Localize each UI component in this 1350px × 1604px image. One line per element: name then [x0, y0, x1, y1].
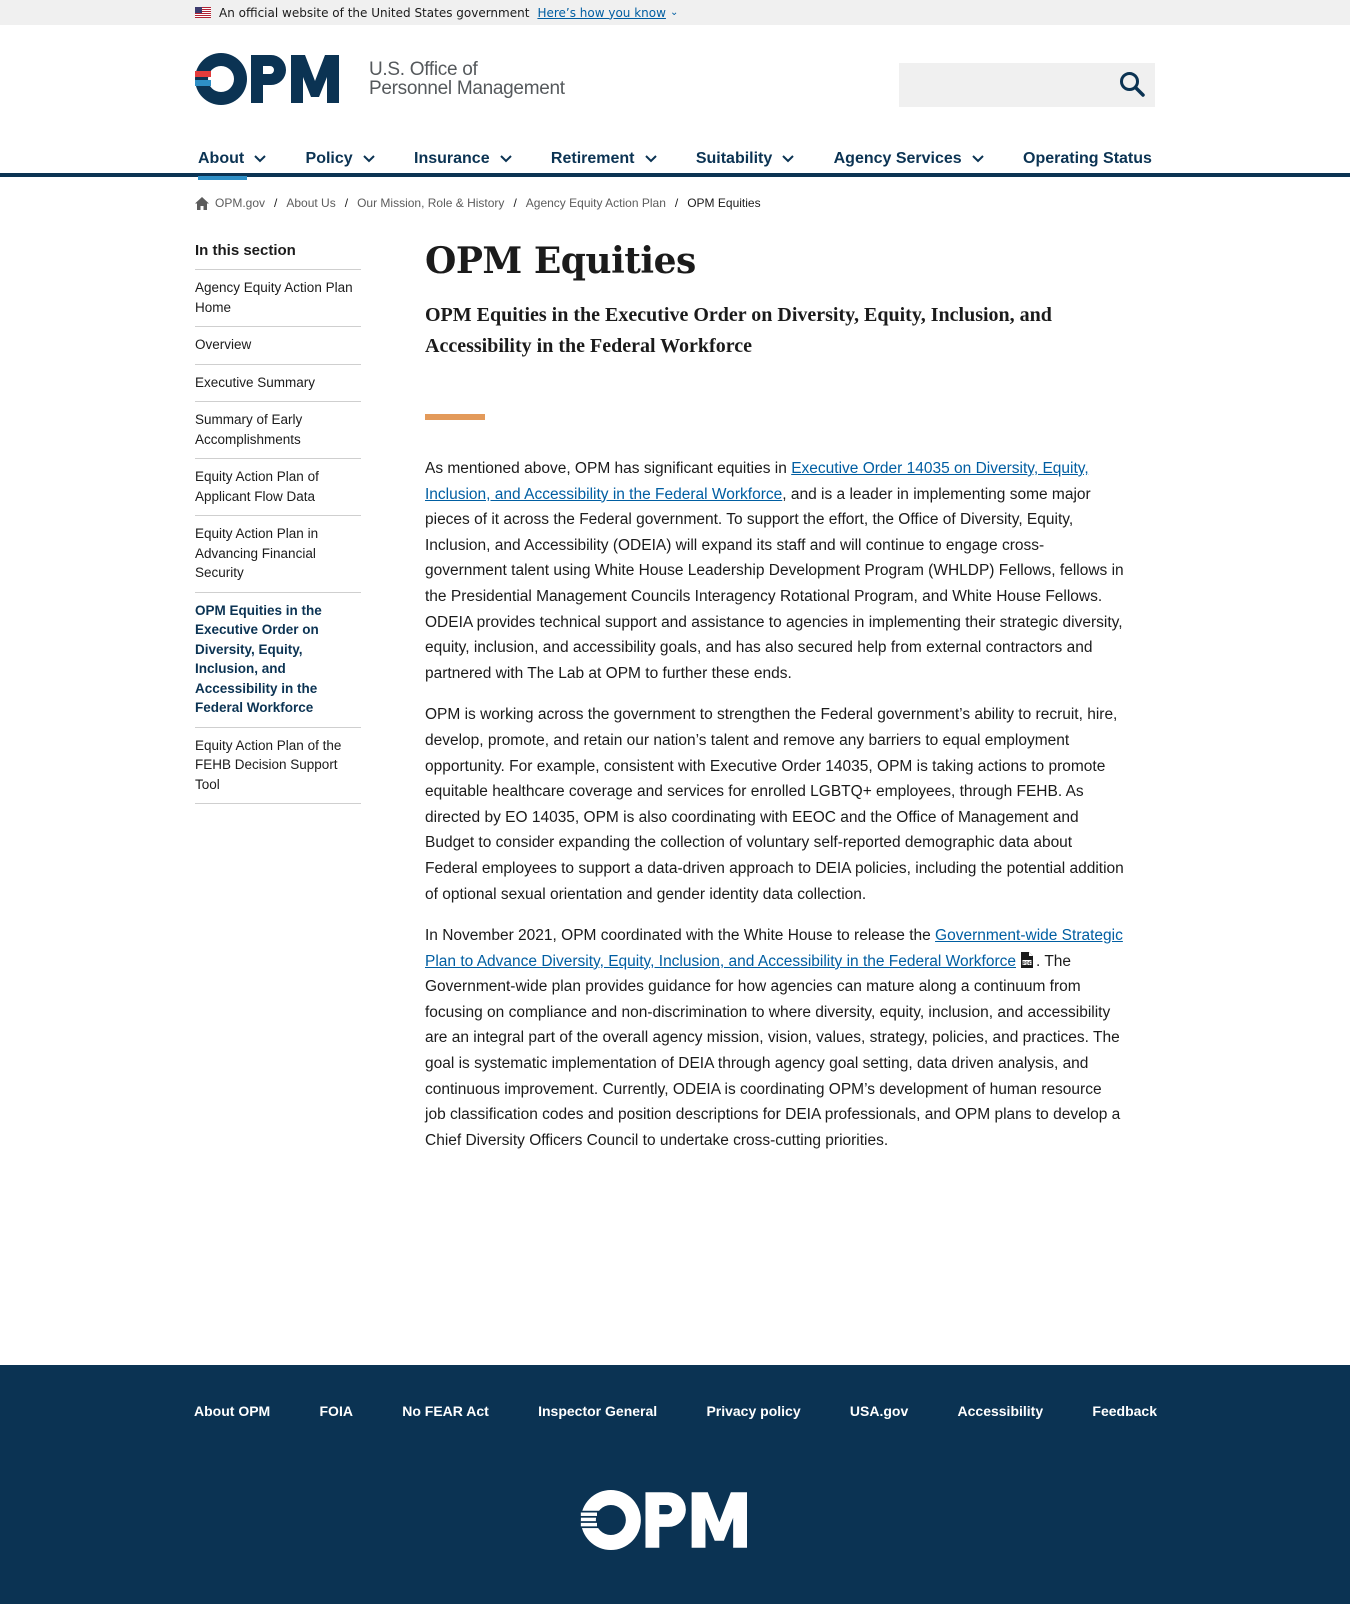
- footer-nav: [194, 1403, 1157, 1419]
- opm-logo-icon: [580, 1490, 764, 1550]
- breadcrumb-separator: /: [274, 196, 278, 210]
- paragraph-text: , and is a leader in implementing some major pieces of it across the Federal government. To support the effort, the Office of Diversity, Equity, Inclusion, and Accessibility (ODEIA) will expand its staff and will continue to engage cross-government talent using White House Leadership Development Program (WHLDP) Fellows, fellows in the Presidential Management Councils Interagency Rotational Program, and White House Fellows. ODEIA provides technical support and assistance to agencies in implementing their strategic diversity, equity, inclusion, and accessibility goals, and has also secured help from external contractors and partnered with The Lab at OPM to further these ends.: [425, 485, 1124, 682]
- nav-label: About: [198, 149, 245, 167]
- footer-link-privacy-policy[interactable]: Privacy policy: [706, 1403, 801, 1419]
- logo-wordmark: [369, 60, 565, 98]
- page-subtitle: OPM Equities in the Executive Order on Diversity, Equity, Inclusion, and Accessibility in the Federal Workforce: [425, 304, 1052, 357]
- chevron-down-icon: [254, 155, 266, 163]
- accent-divider: [425, 414, 485, 420]
- sidebar-item-applicant-flow[interactable]: Equity Action Plan of Applicant Flow Data: [195, 459, 361, 516]
- footer-opm-logo[interactable]: [580, 1490, 764, 1554]
- chevron-down-icon: [363, 155, 375, 163]
- breadcrumb-about-us[interactable]: About Us: [286, 196, 336, 210]
- search-input[interactable]: [899, 63, 1099, 107]
- nav-label: Insurance: [414, 149, 490, 167]
- site-footer: [0, 1365, 1350, 1604]
- breadcrumb-mission[interactable]: Our Mission, Role & History: [357, 196, 505, 210]
- sidebar-item-overview[interactable]: Overview: [195, 327, 361, 365]
- breadcrumb: [195, 196, 761, 210]
- nav-label: Policy: [305, 149, 353, 167]
- chevron-down-icon[interactable]: ⌄: [669, 7, 679, 18]
- paragraph-text: In November 2021, OPM coordinated with the White House to release the: [425, 927, 936, 945]
- breadcrumb-separator: /: [513, 196, 517, 210]
- sidebar-item-opm-equities[interactable]: OPM Equities in the Executive Order on Diversity, Equity, Inclusion, and Accessibility in the Federal Workforce: [195, 593, 361, 728]
- nav-label: Suitability: [695, 149, 773, 167]
- footer-link-feedback[interactable]: Feedback: [1092, 1403, 1157, 1419]
- chevron-down-icon: [645, 155, 657, 163]
- page-title: OPM Equities: [425, 240, 696, 282]
- footer-link-foia[interactable]: FOIA: [319, 1403, 353, 1419]
- nav-label: Operating Status: [1023, 149, 1152, 167]
- svg-text:PDF: PDF: [1022, 959, 1032, 965]
- footer-link-no-fear-act[interactable]: No FEAR Act: [402, 1403, 489, 1419]
- eo-14035-link[interactable]: Executive Order 14035 on Diversity, Equity, Inclusion, and Accessibility in the Federal Workforce: [425, 460, 1089, 503]
- sidebar-title: In this section: [195, 242, 361, 270]
- paragraph-3: [425, 923, 1125, 1153]
- nav-label: Retirement: [550, 149, 635, 167]
- paragraph-text: . The Government-wide plan provides guidance for how agencies can mature along a continuum from focusing on compliance and non-discrimination to where diversity, equity, inclusion, and accessibility are an integral part of the overall agency mission, vision, values, strategy, policies, and practices. The goal is systematic implementation of DEIA through agency goal setting, data driven analysis, and continuous improvement. Currently, ODEIA is coordinating OPM’s development of human resource job classification codes and position descriptions for DEIA professionals, and OPM plans to develop a Chief Diversity Officers Council to undertake cross-cutting priorities.: [425, 952, 1121, 1149]
- breadcrumb-current: OPM Equities: [687, 196, 761, 210]
- nav-retirement[interactable]: [548, 140, 660, 177]
- opm-logo[interactable]: [195, 53, 565, 105]
- sidebar-item-financial-security[interactable]: Equity Action Plan in Advancing Financial Security: [195, 516, 361, 593]
- nav-label: Agency Services: [833, 149, 962, 167]
- breadcrumb-home[interactable]: OPM.gov: [215, 196, 266, 210]
- sidebar-item-plan-home[interactable]: Agency Equity Action Plan Home: [195, 270, 361, 327]
- search-button[interactable]: [1117, 71, 1147, 99]
- nav-policy[interactable]: [303, 140, 378, 177]
- footer-link-usa-gov[interactable]: USA.gov: [849, 1403, 909, 1419]
- main-content: [425, 240, 1125, 1153]
- main-nav: [195, 140, 1155, 177]
- sidebar-item-executive-summary[interactable]: Executive Summary: [195, 365, 361, 403]
- logo-text-line1: U.S. Office of: [369, 59, 478, 80]
- nav-about[interactable]: [195, 140, 269, 177]
- section-sidebar: [195, 242, 361, 804]
- footer-link-inspector-general[interactable]: Inspector General: [538, 1403, 658, 1419]
- nav-agency-services[interactable]: [831, 140, 987, 177]
- us-flag-icon: [195, 7, 211, 18]
- search-box: [899, 63, 1155, 107]
- sidebar-item-fehb-tool[interactable]: Equity Action Plan of the FEHB Decision Support Tool: [195, 728, 361, 805]
- site-header: [0, 25, 1350, 177]
- gov-banner-content: [195, 0, 678, 25]
- footer-link-about-opm[interactable]: About OPM: [194, 1403, 271, 1419]
- logo-text-line2: Personnel Management: [369, 78, 565, 99]
- strategic-plan-link[interactable]: Government-wide Strategic Plan to Advance Diversity, Equity, Inclusion, and Accessibility in the Federal Workforce: [425, 927, 1123, 970]
- paragraph-1: [425, 456, 1125, 686]
- chevron-down-icon: [972, 155, 984, 163]
- nav-suitability[interactable]: [693, 140, 797, 177]
- gov-banner-text: An official website of the United States government: [219, 5, 530, 20]
- nav-insurance[interactable]: [411, 140, 515, 177]
- sidebar-item-early-accomplishments[interactable]: Summary of Early Accomplishments: [195, 402, 361, 459]
- pdf-file-icon: [1020, 952, 1034, 968]
- chevron-down-icon: [500, 155, 512, 163]
- opm-logo-icon: [195, 53, 353, 105]
- search-icon: [1119, 71, 1145, 97]
- nav-operating-status[interactable]: [1020, 140, 1155, 177]
- chevron-down-icon: [782, 155, 794, 163]
- heres-how-you-know-link[interactable]: Here’s how you know: [537, 5, 666, 20]
- footer-link-accessibility[interactable]: Accessibility: [957, 1403, 1044, 1419]
- breadcrumb-separator: /: [674, 196, 679, 210]
- paragraph-2: OPM is working across the government to strengthen the Federal government’s ability to recruit, hire, develop, promote, and retain our nation’s talent and remove any barriers to equal employment opportunity. For example, consistent with Executive Order 14035, OPM is taking actions to promote equitable healthcare coverage and services for enrolled LGBTQ+ employees, through FEHB. As directed by EO 14035, OPM is also coordinating with EEOC and the Office of Management and Budget to consider expanding the collection of voluntary self-reported demographic data about Federal employees to support a data-driven approach to DEIA policies, including the potential addition of optional sexual orientation and gender identity data collection.: [425, 706, 1124, 903]
- paragraph-text: As mentioned above, OPM has significant equities in: [425, 460, 792, 477]
- breadcrumb-separator: /: [344, 196, 349, 210]
- home-icon: [195, 197, 209, 210]
- breadcrumb-equity-plan[interactable]: Agency Equity Action Plan: [525, 196, 666, 210]
